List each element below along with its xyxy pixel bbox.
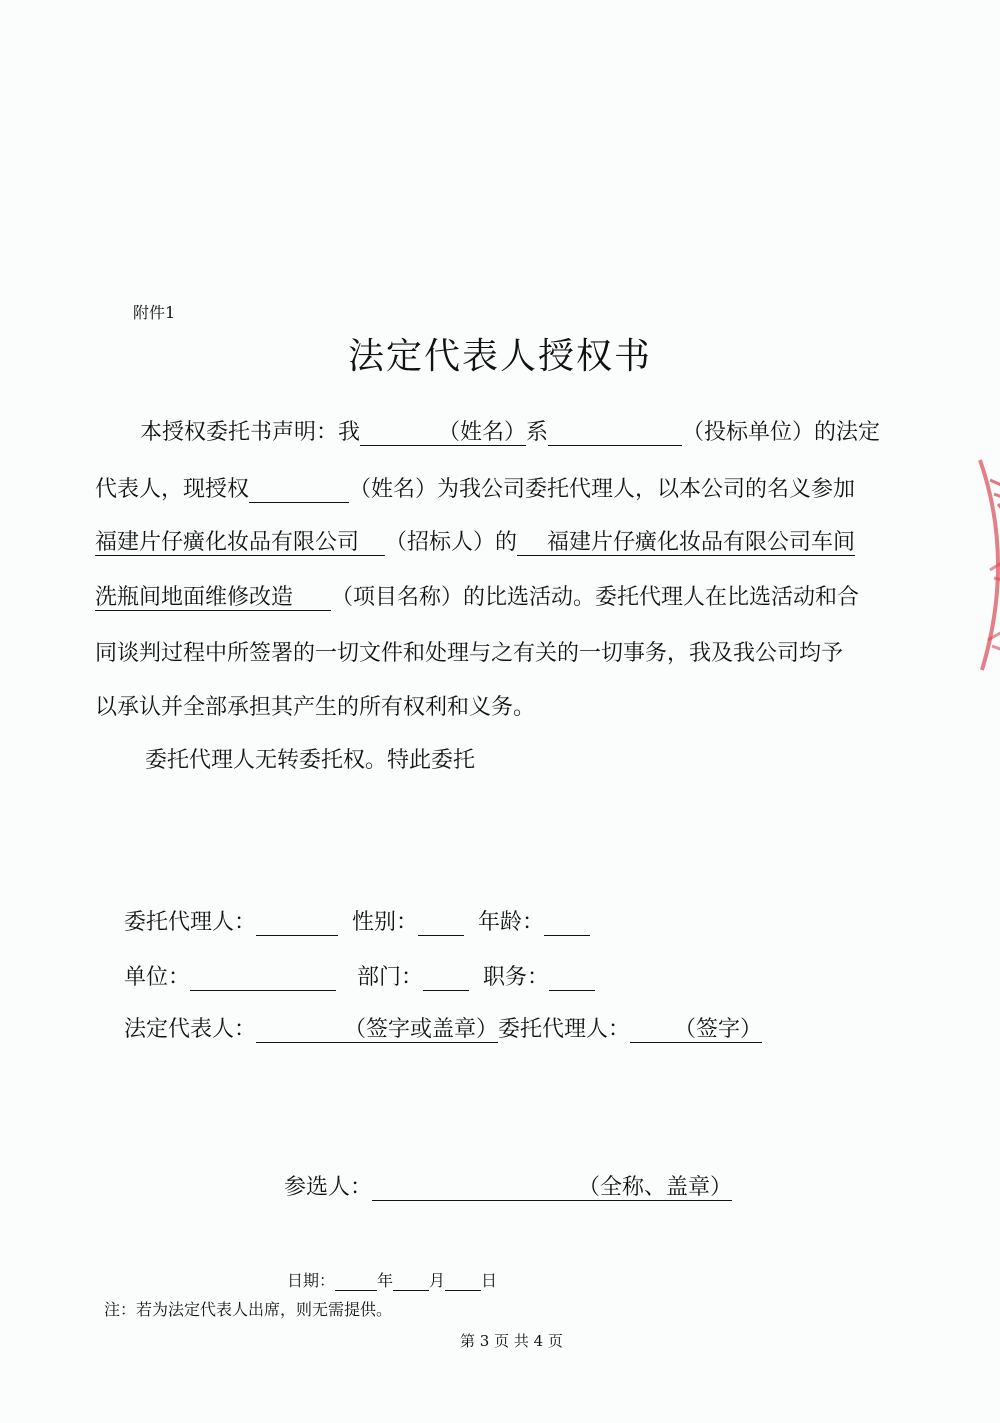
date-row: 日期： 年 月 日: [287, 1271, 498, 1290]
body-line-5: 同谈判过程中所签署的一切文件和处理与之有关的一切事务，我及我公司均予: [95, 641, 844, 666]
age-input[interactable]: [544, 910, 590, 936]
body-line-7: 委托代理人无转委托权。特此委托: [145, 748, 476, 773]
body-line-3: 福建片仔癀化妆品有限公司 （招标人）的 福建片仔癀化妆品有限公司车间: [95, 530, 856, 555]
attachment-label: 附件1: [133, 303, 176, 322]
agent-info-row: 委托代理人： 性别： 年龄：: [124, 905, 590, 936]
participant-row: 参选人： （全称、盖章）: [284, 1175, 733, 1200]
date-day-input[interactable]: [445, 1272, 481, 1291]
body-line-1: 本授权委托书声明：我 （姓名）系 （投标单位）的法定: [140, 420, 881, 445]
agent-name-input[interactable]: [256, 910, 338, 936]
tenderer-underline-tail: [359, 530, 385, 556]
page-title: 法定代表人授权书: [347, 336, 652, 377]
unit-input[interactable]: [190, 965, 336, 991]
participant-field[interactable]: （全称、盖章）: [372, 1175, 732, 1201]
footnote: 注：若为法定代表人出席，则无需提供。: [104, 1300, 393, 1319]
date-year-input[interactable]: [335, 1272, 377, 1291]
bidder-unit-field[interactable]: [548, 420, 682, 446]
tenderer-name: 福建片仔癀化妆品有限公司: [95, 530, 360, 555]
project-underline-tail: [293, 585, 331, 611]
project-name-part2: 洗瓶间地面维修改造: [95, 585, 294, 610]
unit-info-row: 单位： 部门： 职务：: [124, 960, 595, 991]
page-number: 第 3 页 共 4 页: [460, 1332, 563, 1350]
agent-signature-field[interactable]: （签字）: [630, 1017, 762, 1043]
position-input[interactable]: [549, 965, 595, 991]
body-line-2: 代表人，现授权 （姓名）为我公司委托代理人，以本公司的名义参加: [95, 477, 856, 502]
declarant-name-field[interactable]: （姓名）: [360, 420, 526, 446]
project-name-part1: 福建片仔癀化妆品有限公司车间: [547, 530, 856, 555]
department-input[interactable]: [423, 965, 469, 991]
date-month-input[interactable]: [393, 1272, 429, 1291]
project-underline-lead: [517, 530, 547, 556]
gender-input[interactable]: [418, 910, 464, 936]
legal-rep-signature-field[interactable]: （签字或盖章）: [256, 1017, 498, 1043]
body-line-4: 洗瓶间地面维修改造 （项目名称）的比选活动。委托代理人在比选活动和合: [95, 585, 860, 610]
red-seal-stamp: [960, 450, 1000, 680]
agent-name-field[interactable]: [249, 477, 349, 503]
body-line-6: 以承认并全部承担其产生的所有权利和义务。: [95, 695, 536, 720]
signature-row: 法定代表人： （签字或盖章）委托代理人： （签字）: [124, 1017, 763, 1042]
